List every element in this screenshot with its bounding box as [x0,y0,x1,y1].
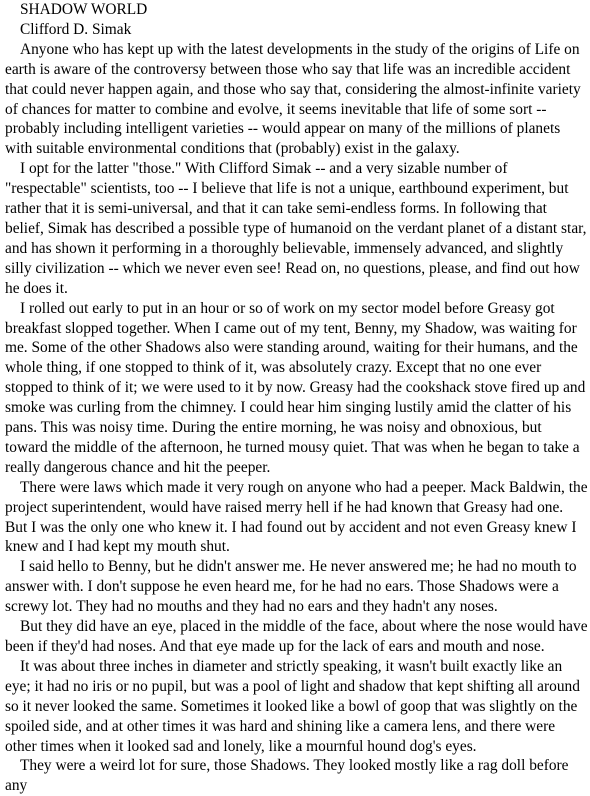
paragraph: I rolled out early to put in an hour or so of work on my sector model before Greasy got breakfast slopped together. When I came out of my tent, Benny, my Shadow, was waiting for me. Some of the other Shadows also were standing around, waiting for their humans, and the whole thing, if one stopped to think of it, was absolutely crazy. Except that no one ever stopped to think of it; we were used to it by now. Greasy had the cookshack stove fired up and smoke was curling from the chimney. I could hear him singing lustily amid the clatter of his pans. This was noisy time. During the entire morning, he was noisy and obnoxious, but toward the middle of the afternoon, he turned mousy quiet. That was when he began to take a really dangerous chance and hit the peeper. [5,299,586,476]
document-author: Clifford D. Simak [20,20,132,38]
paragraph: I said hello to Benny, but he didn't answer me. He never answered me; he had no mouth to answer with. I don't suppose he even heard me, for he had no ears. Those Shadows were a screwy lot. They had no mouths and they had no ears and they hadn't any noses. [5,558,577,616]
paragraph: I opt for the latter "those." With Clifford Simak -- and a very sizable number of "respectable" scientists, too -- I believe that life is not a unique, earthbound experiment, but rather that it is semi-universal, and that it can take semi-endless forms. In following that belief, Simak has described a possible type of humanoid on the verdant planet of a distant star, and has shown it performing in a thoroughly believable, immensely advanced, and slightly silly civilization -- which we never even see! Read on, no questions, please, and find out how he does it. [5,160,587,297]
paragraph: They were a weird lot for sure, those Shadows. They looked mostly like a rag doll before any [5,757,569,795]
paragraph: But they did have an eye, placed in the middle of the face, about where the nose would have been if they'd had noses. And that eye made up for the lack of ears and mouth and nose. [5,618,588,655]
paragraph: There were laws which made it very rough on anyone who had a peeper. Mack Baldwin, the project superintendent, would have raised merry hell if he had known that Greasy had one. But I was the only one who knew it. I had found out by accident and not even Greasy knew I knew and I had kept my mouth shut. [5,478,588,556]
paragraph: Anyone who has kept up with the latest developments in the study of the origins of Life on earth is aware of the controversy between those who say that life was an incredible accident that could never happen again, and those who say that, considering the almost-infinite variety of chances for matter to combine and evolve, it seems inevitable that life of some sort --probably including intelligent varieties -- would appear on many of the millions of planets with suitable environmental conditions that (probably) exist in the galaxy. [5,40,581,158]
paragraph: It was about three inches in diameter and strictly speaking, it wasn't built exactly like an eye; it had no iris or no pupil, but was a pool of light and shadow that kept shifting all around so it never looked the same. Sometimes it looked like a bowl of goop that was slightly on the spoiled side, and at other times it was hard and shining like a camera lens, and there were other times when it looked sad and lonely, like a mournful hound dog's eyes. [5,657,580,755]
document-title: SHADOW WORLD [20,1,148,18]
document-page [5,0,588,796]
